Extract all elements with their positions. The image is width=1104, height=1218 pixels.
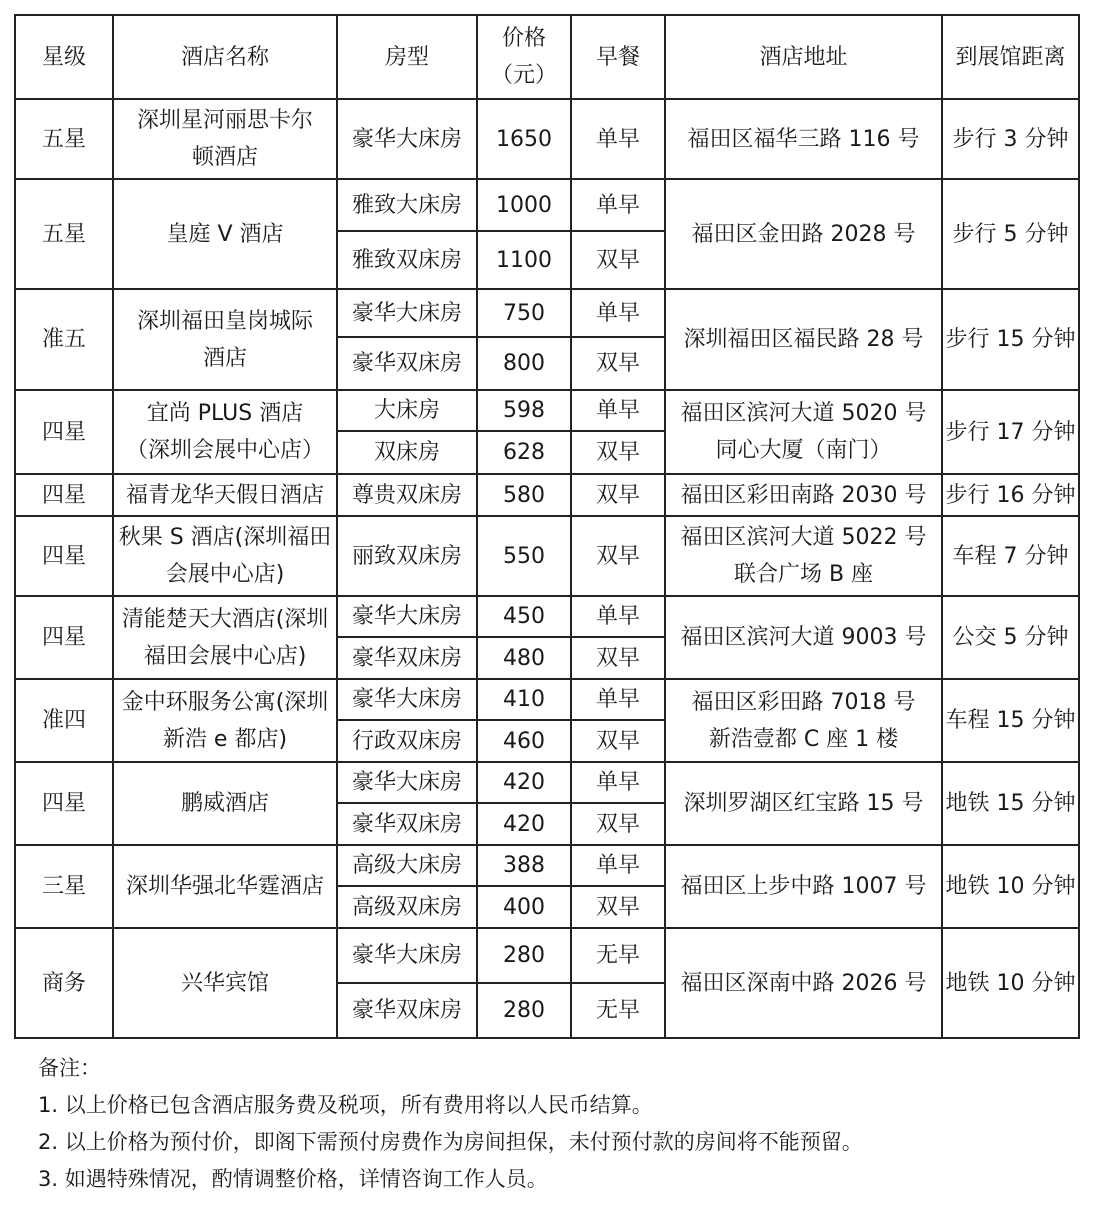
distance-cell: 车程 15 分钟: [942, 679, 1079, 762]
address-cell-line: 福田区深南中路 2026 号: [680, 970, 927, 996]
breakfast-cell: 双早: [571, 431, 665, 474]
room-type-cell: 豪华双床房: [337, 803, 477, 845]
breakfast-cell: 单早: [571, 762, 665, 803]
price-cell: 420: [477, 762, 571, 803]
hotel-name-cell-line: 兴华宾馆: [180, 970, 269, 996]
price-cell: 550: [477, 516, 571, 596]
address-cell-line: 福田区彩田南路 2030 号: [680, 482, 927, 508]
hotel-name-cell-line: （深圳会展中心店）: [125, 438, 324, 463]
breakfast-cell: 单早: [571, 390, 665, 431]
table-row: [15, 179, 1079, 231]
hotel-name-cell-line: 鹏威酒店: [180, 791, 269, 816]
star-cell: 四星: [15, 762, 113, 845]
address-cell: [665, 762, 942, 845]
distance-cell: 步行 15 分钟: [942, 289, 1079, 390]
header-price-line2: （元）: [490, 63, 557, 88]
room-type-cell: 豪华大床房: [337, 99, 477, 179]
breakfast-cell: 单早: [571, 179, 665, 231]
price-cell: 460: [477, 720, 571, 762]
star-cell: 准四: [15, 679, 113, 762]
note-item: 2. 以上价格为预付价，即阁下需预付房费作为房间担保，未付预付款的房间将不能预留。: [38, 1130, 863, 1154]
hotel-name-cell-line: 深圳福田皇岗城际: [136, 308, 313, 334]
table-row: [15, 762, 1079, 803]
table-row: [15, 474, 1079, 516]
room-type-cell: 行政双床房: [337, 720, 477, 762]
address-cell-line: 福田区福华三路 116 号: [687, 126, 920, 152]
breakfast-cell: 单早: [571, 845, 665, 886]
table-row: [15, 845, 1079, 886]
breakfast-cell: 双早: [571, 637, 665, 679]
note-item: 3. 如遇特殊情况，酌情调整价格，详情咨询工作人员。: [38, 1167, 548, 1191]
address-cell: [665, 845, 942, 928]
table-row: [15, 516, 1079, 596]
address-cell-line: 联合广场 B 座: [733, 562, 874, 587]
header-row: [15, 15, 1079, 99]
price-cell: 480: [477, 637, 571, 679]
header-star: 星级: [15, 15, 113, 99]
hotel-name-cell-line: 宜尚 PLUS 酒店: [146, 401, 304, 426]
star-cell: 四星: [15, 390, 113, 474]
price-cell: 580: [477, 474, 571, 516]
breakfast-cell: 双早: [571, 231, 665, 289]
room-type-cell: 雅致双床房: [337, 231, 477, 289]
breakfast-cell: 双早: [571, 720, 665, 762]
price-cell: 1100: [477, 231, 571, 289]
room-type-cell: 豪华大床房: [337, 928, 477, 983]
header-price: [477, 15, 571, 99]
notes-title: 备注：: [38, 1056, 101, 1080]
price-cell: 598: [477, 390, 571, 431]
table-row: [15, 390, 1079, 431]
distance-cell: 步行 16 分钟: [942, 474, 1079, 516]
address-cell: [665, 289, 942, 390]
star-cell: 五星: [15, 99, 113, 179]
address-cell-line: 深圳罗湖区红宝路 15 号: [683, 791, 924, 816]
note-item: 1. 以上价格已包含酒店服务费及税项，所有费用将以人民币结算。: [38, 1093, 653, 1117]
hotel-name-cell-line: 清能楚天大酒店(深圳: [121, 606, 329, 632]
header-address: 酒店地址: [665, 15, 942, 99]
room-type-cell: 豪华大床房: [337, 679, 477, 720]
breakfast-cell: 无早: [571, 983, 665, 1038]
star-cell: 四星: [15, 474, 113, 516]
distance-cell: 地铁 15 分钟: [942, 762, 1079, 845]
address-cell-line: 福田区金田路 2028 号: [691, 221, 916, 247]
price-cell: 1000: [477, 179, 571, 231]
address-cell: [665, 99, 942, 179]
table-row: [15, 99, 1079, 179]
price-cell: 628: [477, 431, 571, 474]
room-type-cell: 雅致大床房: [337, 179, 477, 231]
star-cell: 商务: [15, 928, 113, 1038]
address-cell: [665, 179, 942, 289]
room-type-cell: 双床房: [337, 431, 477, 474]
table-row: [15, 928, 1079, 983]
hotel-name-cell-line: 福田会展中心店): [143, 643, 307, 669]
price-cell: 750: [477, 289, 571, 337]
address-cell-line: 同心大厦（南门）: [715, 438, 892, 463]
price-cell: 1650: [477, 99, 571, 179]
room-type-cell: 豪华双床房: [337, 337, 477, 390]
distance-cell: 车程 7 分钟: [942, 516, 1079, 596]
address-cell: [665, 474, 942, 516]
address-cell: [665, 596, 942, 679]
room-type-cell: 尊贵双床房: [337, 474, 477, 516]
room-type-cell: 高级双床房: [337, 886, 477, 928]
room-type-cell: 豪华双床房: [337, 983, 477, 1038]
hotel-name-cell-line: 新浩 e 都店): [162, 726, 288, 752]
hotel-name-cell: [113, 845, 337, 928]
price-cell: 400: [477, 886, 571, 928]
distance-cell: 步行 17 分钟: [942, 390, 1079, 474]
price-cell: 280: [477, 983, 571, 1038]
address-cell-line: 深圳福田区福民路 28 号: [683, 327, 924, 352]
hotel-name-cell: [113, 679, 337, 762]
price-cell: 388: [477, 845, 571, 886]
star-cell: 四星: [15, 596, 113, 679]
address-cell-line: 福田区上步中路 1007 号: [680, 874, 927, 899]
address-cell: [665, 390, 942, 474]
hotel-name-cell-line: 深圳华强北华霆酒店: [125, 874, 324, 899]
address-cell: [665, 516, 942, 596]
breakfast-cell: 双早: [571, 474, 665, 516]
table-row: [15, 596, 1079, 637]
breakfast-cell: 无早: [571, 928, 665, 983]
room-type-cell: 豪华大床房: [337, 596, 477, 637]
address-cell-line: 福田区滨河大道 5022 号: [680, 525, 927, 550]
room-type-cell: 豪华双床房: [337, 637, 477, 679]
hotel-name-cell: [113, 289, 337, 390]
address-cell: [665, 928, 942, 1038]
hotel-name-cell-line: 会展中心店): [165, 562, 285, 587]
price-cell: 280: [477, 928, 571, 983]
room-type-cell: 豪华大床房: [337, 762, 477, 803]
room-type-cell: 豪华大床房: [337, 289, 477, 337]
hotel-name-cell-line: 深圳星河丽思卡尔: [136, 108, 313, 133]
hotel-price-table: [14, 14, 1080, 1039]
hotel-name-cell-line: 顿酒店: [191, 145, 258, 170]
price-cell: 450: [477, 596, 571, 637]
hotel-name-cell-line: 皇庭 V 酒店: [166, 221, 284, 247]
breakfast-cell: 单早: [571, 596, 665, 637]
hotel-name-cell-line: 酒店: [202, 345, 247, 371]
header-hotel-name: 酒店名称: [113, 15, 337, 99]
address-cell-line: 福田区滨河大道 5020 号: [680, 401, 927, 426]
hotel-name-cell: [113, 390, 337, 474]
hotel-name-cell: [113, 516, 337, 596]
breakfast-cell: 双早: [571, 516, 665, 596]
star-cell: 四星: [15, 516, 113, 596]
distance-cell: 公交 5 分钟: [942, 596, 1079, 679]
header-price-line1: 价格: [501, 26, 546, 51]
star-cell: 五星: [15, 179, 113, 289]
address-cell-line: 新浩壹都 C 座 1 楼: [708, 726, 899, 752]
hotel-name-cell: [113, 99, 337, 179]
distance-cell: 地铁 10 分钟: [942, 928, 1079, 1038]
hotel-name-cell-line: 金中环服务公寓(深圳: [121, 689, 329, 715]
room-type-cell: 丽致双床房: [337, 516, 477, 596]
distance-cell: 地铁 10 分钟: [942, 845, 1079, 928]
header-room-type: 房型: [337, 15, 477, 99]
price-cell: 800: [477, 337, 571, 390]
notes-section: [38, 1050, 863, 1198]
header-distance: 到展馆距离: [942, 15, 1079, 99]
hotel-name-cell-line: 秋果 S 酒店(深圳福田: [118, 525, 332, 550]
price-cell: 420: [477, 803, 571, 845]
breakfast-cell: 双早: [571, 337, 665, 390]
breakfast-cell: 单早: [571, 679, 665, 720]
hotel-name-cell: [113, 762, 337, 845]
header-breakfast: 早餐: [571, 15, 665, 99]
address-cell-line: 福田区滨河大道 9003 号: [680, 625, 927, 650]
table-body: [15, 99, 1079, 1038]
hotel-name-cell: [113, 596, 337, 679]
star-cell: 准五: [15, 289, 113, 390]
breakfast-cell: 单早: [571, 99, 665, 179]
breakfast-cell: 双早: [571, 886, 665, 928]
address-cell-line: 福田区彩田路 7018 号: [691, 689, 916, 715]
distance-cell: 步行 5 分钟: [942, 179, 1079, 289]
breakfast-cell: 双早: [571, 803, 665, 845]
table-row: [15, 679, 1079, 720]
price-cell: 410: [477, 679, 571, 720]
hotel-name-cell-line: 福青龙华天假日酒店: [125, 482, 324, 508]
room-type-cell: 高级大床房: [337, 845, 477, 886]
address-cell: [665, 679, 942, 762]
hotel-name-cell: [113, 474, 337, 516]
table-row: [15, 289, 1079, 337]
distance-cell: 步行 3 分钟: [942, 99, 1079, 179]
room-type-cell: 大床房: [337, 390, 477, 431]
hotel-name-cell: [113, 179, 337, 289]
breakfast-cell: 单早: [571, 289, 665, 337]
hotel-name-cell: [113, 928, 337, 1038]
star-cell: 三星: [15, 845, 113, 928]
